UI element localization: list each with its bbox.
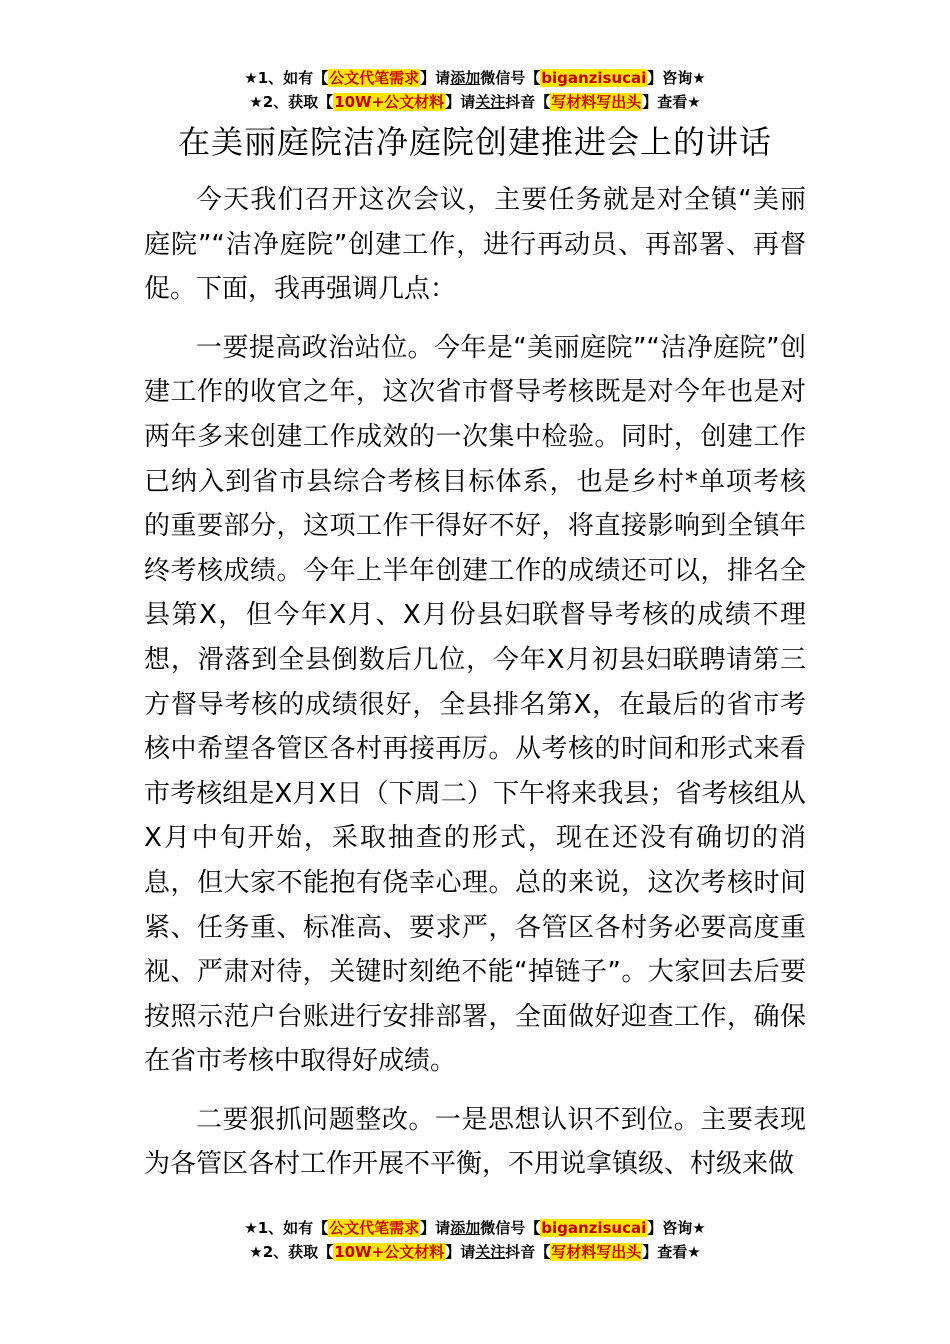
banner-text: ★2、获取【 bbox=[249, 93, 334, 111]
document-title: 在美丽庭院洁净庭院创建推进会上的讲话 bbox=[177, 123, 772, 161]
banner-highlight: biganzisucai bbox=[541, 1219, 647, 1237]
document-body bbox=[144, 178, 806, 1201]
banner-line-2 bbox=[0, 90, 950, 114]
banner-text: 】查看★ bbox=[642, 93, 701, 111]
banner-highlight: 10W+公文材料 bbox=[334, 1243, 445, 1261]
paragraph: 今天我们召开这次会议，主要任务就是对全镇“美丽庭院”“洁净庭院”创建工作，进行再动员、再部署、再督促。下面，我再强调几点： bbox=[144, 185, 806, 305]
banner-text: 】查看★ bbox=[642, 1243, 701, 1261]
banner-text: ★2、获取【 bbox=[249, 1243, 334, 1261]
banner-line-1 bbox=[0, 1216, 950, 1240]
banner-highlight: 10W+公文材料 bbox=[334, 93, 445, 111]
banner-text: 抖音【 bbox=[505, 1243, 551, 1261]
banner-line-2 bbox=[0, 1240, 950, 1264]
banner-highlight: biganzisucai bbox=[541, 69, 647, 87]
banner-underlined: 添加 bbox=[450, 69, 481, 87]
banner-underlined: 关注 bbox=[475, 93, 506, 111]
banner-underlined: 关注 bbox=[475, 1243, 506, 1261]
banner-text: ★1、如有【 bbox=[244, 69, 329, 87]
banner-text: 】请 bbox=[420, 69, 451, 87]
bottom-banner bbox=[0, 1216, 950, 1264]
banner-underlined: 添加 bbox=[450, 1219, 481, 1237]
banner-text: 微信号【 bbox=[480, 1219, 541, 1237]
banner-text: 】咨询★ bbox=[647, 1219, 706, 1237]
banner-highlight: 公文代笔需求 bbox=[329, 1219, 420, 1237]
paragraph: 二要狠抓问题整改。一是思想认识不到位。主要表现为各管区各村工作开展不平衡，不用说拿镇级、村级来做 bbox=[144, 1104, 806, 1180]
banner-text: 】请 bbox=[420, 1219, 451, 1237]
banner-text: 】咨询★ bbox=[647, 69, 706, 87]
banner-highlight: 写材料写出头 bbox=[551, 93, 642, 111]
banner-text: 抖音【 bbox=[505, 93, 551, 111]
banner-highlight: 公文代笔需求 bbox=[329, 69, 420, 87]
banner-text: 】请 bbox=[445, 93, 476, 111]
banner-text: 微信号【 bbox=[480, 69, 541, 87]
banner-highlight: 写材料写出头 bbox=[551, 1243, 642, 1261]
banner-line-1 bbox=[0, 66, 950, 90]
banner-text: 】请 bbox=[445, 1243, 476, 1261]
paragraph: 一要提高政治站位。今年是“美丽庭院”“洁净庭院”创建工作的收官之年，这次省市督导考核既是对今年也是对两年多来创建工作成效的一次集中检验。同时，创建工作已纳入到省市县综合考核目标体系，也是乡村*单项考核的重要部分，这项工作干得好不好，将直接影响到全镇年终考核成绩。今年上半年创建工作的成绩还可以，排名全县第X，但今年X月、X月份县妇联督导考核的成绩不理想，滑落到全县倒数后几位，今年X月初县妇联聘请第三方督导考核的成绩很好，全县排名第X，在最后的省市考核中希望各管区各村再接再厉。从考核的时间和形式来看市考核组是X月X日（下周二）下午将来我县；省考核组从X月中旬开始，采取抽查的形式，现在还没有确切的消息，但大家不能抱有侥幸心理。总的来说，这次考核时间紧、任务重、标准高、要求严，各管区各村务必要高度重视、严肃对待，关键时刻绝不能“掉链子”。大家回去后要按照示范户台账进行安排部署，全面做好迎查工作，确保在省市考核中取得好成绩。 bbox=[144, 332, 806, 1077]
banner-text: ★1、如有【 bbox=[244, 1219, 329, 1237]
top-banner bbox=[0, 66, 950, 114]
